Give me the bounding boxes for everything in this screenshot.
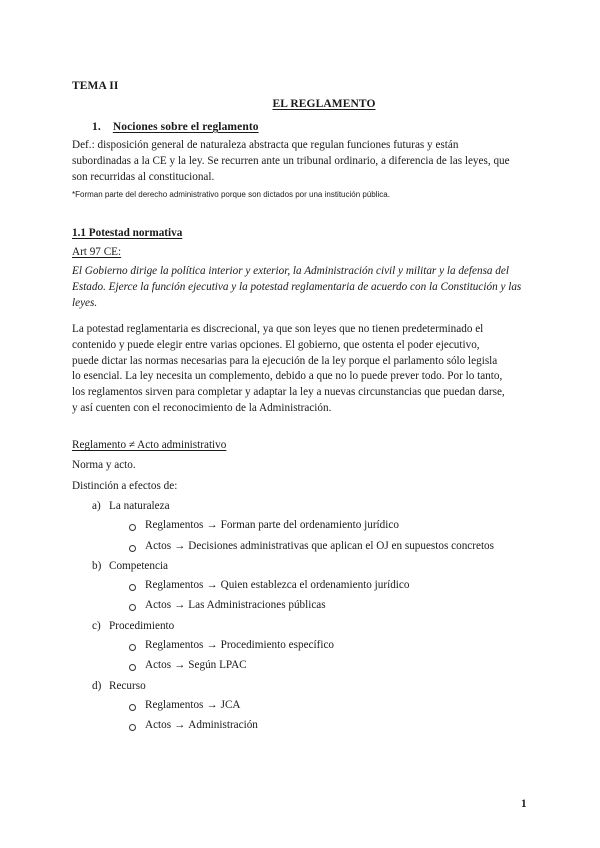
- circle-bullet-icon: [129, 664, 136, 671]
- sub-item: [145, 659, 247, 671]
- circle-bullet-icon: [129, 545, 136, 552]
- section-1-1-heading: 1.1 Potestad normativa: [72, 227, 183, 239]
- arrow-right-icon: →: [174, 659, 186, 671]
- sub-item: [145, 699, 241, 711]
- quote-line: Estado. Ejerce la función ejecutiva y la potestad reglamentaria de acuerdo con la Constitución y las: [72, 280, 522, 293]
- sub-item: [145, 579, 409, 591]
- arrow-right-icon: →: [174, 599, 186, 611]
- sub-item-left: Reglamentos: [145, 579, 204, 591]
- circle-bullet-icon: [129, 604, 136, 611]
- sub-item-right: Forman parte del ordenamiento jurídico: [220, 519, 399, 531]
- sub-item: [145, 599, 326, 611]
- quote-line: leyes.: [72, 296, 98, 309]
- sub-item-left: Reglamentos: [145, 699, 204, 711]
- list-item-label: La naturaleza: [109, 500, 170, 512]
- circle-bullet-icon: [129, 584, 136, 591]
- arrow-right-icon: →: [174, 719, 186, 731]
- sub-item-left: Actos: [145, 659, 172, 671]
- sub-item-left: Reglamentos: [145, 519, 204, 531]
- tema-label: TEMA II: [72, 80, 119, 92]
- footnote: *Forman parte del derecho administrativo porque son dictados por una institución pública.: [72, 190, 390, 199]
- definition-line: Def.: disposición general de naturaleza abstracta que regulan funciones futuras y están: [72, 139, 459, 151]
- paragraph-line: lo esencial. La ley necesita un complemento, debido a que no lo puede prever todo. Por lo tanto,: [72, 370, 503, 383]
- definition-line: subordinadas a la CE y la ley. Se recurren ante un tribunal ordinario, a diferencia de las leyes, que: [72, 154, 510, 167]
- sub-item-right: Quien establezca el ordenamiento jurídico: [220, 579, 410, 591]
- section-1-title: Nociones sobre el reglamento: [112, 121, 259, 133]
- definition-line: son recurridas al constitucional.: [72, 170, 215, 183]
- sub-item-right: Administración: [188, 719, 258, 731]
- comparison-heading: Reglamento ≠ Acto administrativo: [72, 439, 227, 451]
- list-item-label: Competencia: [109, 560, 169, 572]
- page-title-text: EL REGLAMENTO: [272, 98, 376, 110]
- sub-item-left: Reglamentos: [145, 639, 204, 651]
- arrow-right-icon: →: [206, 699, 218, 711]
- arrow-right-icon: →: [206, 639, 218, 651]
- quote-line: El Gobierno dirige la política interior y exterior, la Administración civil y militar y la defensa del: [72, 265, 509, 277]
- sub-item-right: Procedimiento específico: [220, 639, 334, 651]
- sub-item: [145, 540, 494, 552]
- circle-bullet-icon: [129, 524, 136, 531]
- sub-item-right: JCA: [220, 699, 241, 711]
- sub-item-left: Actos: [145, 719, 172, 731]
- paragraph-line: La potestad reglamentaria es discrecional, ya que son leyes que no tienen predeterminado el: [72, 323, 484, 335]
- arrow-right-icon: →: [206, 519, 218, 531]
- sub-item-left: Actos: [145, 540, 172, 552]
- page-number: 1: [521, 798, 527, 810]
- sub-item: [145, 639, 334, 651]
- sub-item-right: Decisiones administrativas que aplican el OJ en supuestos concretos: [188, 540, 495, 552]
- section-1-heading: [92, 121, 259, 133]
- circle-bullet-icon: [129, 704, 136, 711]
- list-item-marker: a): [92, 500, 101, 512]
- list-item-marker: b): [92, 560, 102, 572]
- list-item-marker: d): [92, 680, 102, 692]
- article-quote: [72, 264, 534, 311]
- sub-item: [145, 719, 258, 731]
- circle-bullet-icon: [129, 724, 136, 731]
- sub-item: [145, 519, 399, 531]
- definition-paragraph: [72, 138, 534, 185]
- article-reference: Art 97 CE:: [72, 246, 122, 258]
- arrow-right-icon: →: [206, 579, 218, 591]
- arrow-right-icon: →: [174, 540, 186, 552]
- paragraph-line: y así cuenten con el reconocimiento de la Administración.: [72, 401, 332, 414]
- paragraph-line: los reglamentos sirven para completar y adaptar la ley a nuevas circunstancias que puedan darse,: [72, 386, 505, 399]
- paragraph-line: puede dictar las normas necesarias para la ejecución de la ley porque el parlamento sólo legisla: [72, 354, 498, 367]
- list-item-label: Procedimiento: [109, 620, 175, 632]
- paragraph-line: contenido y puede elegir entre varias opciones. El gobierno, que ostenta el poder ejecutivo,: [72, 338, 480, 351]
- comparison-intro: Distinción a efectos de:: [72, 480, 178, 492]
- sub-item-right: Las Administraciones públicas: [188, 599, 326, 611]
- section-1-number: 1.: [92, 121, 101, 133]
- page-title: [0, 98, 600, 110]
- list-item-label: Recurso: [109, 680, 146, 692]
- circle-bullet-icon: [129, 644, 136, 651]
- potestad-paragraph: [72, 322, 534, 417]
- list-item-marker: c): [92, 620, 101, 632]
- sub-item-left: Actos: [145, 599, 172, 611]
- sub-item-right: Según LPAC: [188, 659, 247, 671]
- comparison-subtitle: Norma y acto.: [72, 459, 136, 471]
